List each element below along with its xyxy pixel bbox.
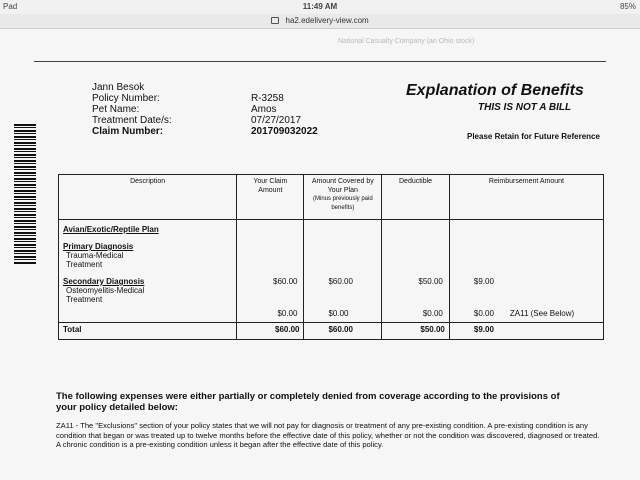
description-cell [59, 220, 237, 323]
claim-label: Claim Number: [92, 126, 164, 137]
page-title: Explanation of Benefits [406, 82, 584, 99]
secondary-reimbursement: $0.00 [473, 309, 494, 318]
clock: 11:49 AM [302, 2, 338, 11]
document-page [0, 29, 640, 480]
za11-explanation: ZA11 - The "Exclusions" section of your policy states that we will not pay for diagnosis or treatment of any pre-existing condition. A pre-existing condition is any condition that began or was treated up to twelve months before the effective date of this policy, whether or not the condition was discovered, diagnosed or treated. A chronic condition is a pre-existing condition unless it began after the effective date of this policy. [56, 421, 600, 449]
total-claim: $60.00 [237, 323, 304, 340]
header-deductible: Deductible [382, 175, 450, 220]
header-covered-note: (Minus previously paid benefits) [312, 196, 373, 211]
not-a-bill: THIS IS NOT A BILL [478, 102, 572, 113]
reimbursement-cell [449, 220, 603, 323]
date-value: 07/27/2017 [251, 115, 302, 126]
pet-value: Amos [251, 104, 277, 115]
header-description: Description [59, 175, 237, 220]
header-covered [304, 175, 382, 220]
header-claim: Your Claim Amount [237, 175, 304, 220]
primary-line1: Trauma-Medical [66, 251, 124, 260]
header-reimbursement: Reimbursement Amount [449, 175, 603, 220]
primary-diagnosis-label: Primary Diagnosis [63, 242, 134, 251]
primary-deductible: $50.00 [418, 277, 443, 286]
policy-value: R-3258 [251, 93, 284, 104]
status-bar [0, 0, 640, 14]
secondary-diagnosis-label: Secondary Diagnosis [63, 277, 145, 286]
url-bar[interactable] [0, 14, 640, 29]
url-text[interactable]: ha2.edelivery-view.com [285, 16, 369, 25]
policy-info [92, 82, 318, 137]
policy-label: Policy Number: [92, 93, 160, 104]
barcode-image [14, 124, 36, 264]
total-label: Total [59, 323, 237, 340]
secondary-line1: Osteomyelitis-Medical [66, 286, 145, 295]
total-reimbursement: $9.00 [449, 323, 603, 340]
faint-header: National Casualty Company (an Ohio stock) [338, 38, 475, 45]
date-label: Treatment Date/s: [92, 115, 172, 126]
total-covered: $60.00 [304, 323, 382, 340]
table-header-row [59, 175, 604, 220]
deductible-cell [382, 220, 450, 323]
retain-note: Please Retain for Future Reference [467, 132, 600, 141]
plan-name: Avian/Exotic/Reptile Plan [63, 225, 159, 234]
primary-claim: $60.00 [273, 277, 298, 286]
device-label: Pad [3, 2, 18, 11]
benefits-table [58, 174, 604, 340]
claim-value: 201709032022 [251, 126, 318, 137]
primary-reimbursement: $9.00 [473, 277, 494, 286]
primary-line2: Treatment [66, 260, 103, 269]
pet-label: Pet Name: [92, 104, 140, 115]
claim-cell [237, 220, 304, 323]
primary-covered: $60.00 [328, 277, 353, 286]
table-row [59, 220, 604, 323]
secondary-covered: $0.00 [328, 309, 349, 318]
policyholder-name: Jann Besok [92, 82, 145, 93]
secondary-deductible: $0.00 [422, 309, 443, 318]
total-row [59, 323, 604, 340]
secondary-claim: $0.00 [277, 309, 298, 318]
secondary-line2: Treatment [66, 295, 103, 304]
header-covered-label: Amount Covered by Your Plan [311, 178, 374, 194]
battery-level: 85% [619, 2, 636, 11]
denied-heading: The following expenses were either partially or completely denied from coverage according to the provisions of your policy detailed below: [56, 391, 560, 413]
covered-cell [304, 220, 382, 323]
lock-icon [271, 17, 279, 24]
header-divider [34, 61, 606, 62]
total-deductible: $50.00 [382, 323, 450, 340]
secondary-note: ZA11 (See Below) [509, 309, 575, 318]
